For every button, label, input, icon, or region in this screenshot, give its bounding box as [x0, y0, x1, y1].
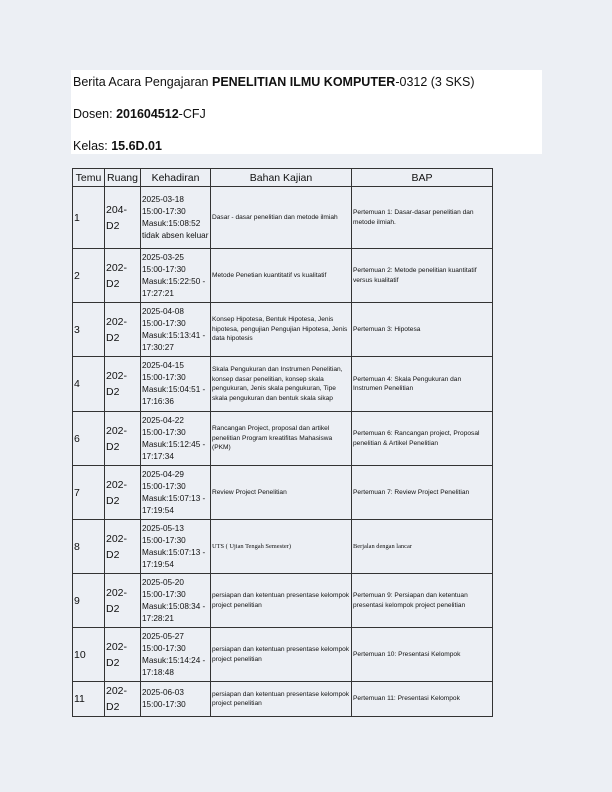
cell-temu: 10	[73, 628, 105, 682]
attendance-note: tidak absen keluar	[142, 230, 209, 240]
table-body	[73, 187, 493, 717]
attendance-date: 2025-05-27	[142, 631, 184, 641]
attendance-time: 15:00-17:30	[142, 589, 186, 599]
attendance-date: 2025-04-29	[142, 469, 184, 479]
table-row	[73, 412, 493, 466]
cell-kehadiran	[141, 574, 211, 628]
cell-bap: Pertemuan 4: Skala Pengukuran dan Instrumen Penelitian	[352, 357, 493, 412]
cell-ruang: 202-D2	[105, 303, 141, 357]
cell-bahan-kajian: Review Project Penelitian	[211, 466, 352, 520]
cell-temu: 7	[73, 466, 105, 520]
table-row	[73, 357, 493, 412]
attendance-date: 2025-04-15	[142, 361, 184, 370]
attendance-table	[72, 168, 493, 717]
attendance-time: 15:00-17:30	[142, 373, 186, 382]
cell-temu: 4	[73, 357, 105, 412]
table-row	[73, 520, 493, 574]
attendance-time: 15:00-17:30	[142, 481, 186, 491]
cell-temu: 3	[73, 303, 105, 357]
table-row	[73, 249, 493, 303]
cell-kehadiran	[141, 466, 211, 520]
cell-kehadiran	[141, 187, 211, 249]
cell-bap: Pertemuan 10: Presentasi Kelompok	[352, 628, 493, 682]
table-row	[73, 187, 493, 249]
lecturer-label: Dosen:	[73, 107, 117, 121]
cell-ruang: 202-D2	[105, 574, 141, 628]
cell-ruang: 202-D2	[105, 520, 141, 574]
attendance-date: 2025-04-08	[142, 306, 184, 316]
table-row	[73, 628, 493, 682]
col-temu: Temu	[73, 169, 105, 187]
course-suffix: -0312 (3 SKS)	[395, 75, 475, 89]
attendance-masuk: Masuk:15:14:24 - 17:18:48	[142, 655, 206, 677]
cell-ruang: 204-D2	[105, 187, 141, 249]
attendance-time: 15:00-17:30	[142, 643, 186, 653]
cell-kehadiran	[141, 628, 211, 682]
table-row	[73, 682, 493, 717]
attendance-time: 15:00-17:30	[142, 318, 186, 328]
cell-ruang: 202-D2	[105, 682, 141, 717]
cell-kehadiran	[141, 682, 211, 717]
cell-ruang: 202-D2	[105, 628, 141, 682]
attendance-masuk: Masuk:15:04:51 - 17:16:36	[142, 385, 206, 406]
cell-kehadiran	[141, 357, 211, 412]
cell-bap: Berjalan dengan lancar	[352, 520, 493, 574]
cell-bahan-kajian: persiapan dan ketentuan presentase kelompok project penelitian	[211, 682, 352, 717]
table-row	[73, 466, 493, 520]
attendance-masuk: Masuk:15:12:45 - 17:17:34	[142, 439, 206, 461]
course-name: PENELITIAN ILMU KOMPUTER	[211, 75, 396, 89]
cell-ruang: 202-D2	[105, 249, 141, 303]
cell-bap: Pertemuan 11: Presentasi Kelompok	[352, 682, 493, 717]
lecturer-id: 201604512	[116, 107, 179, 121]
lecturer-line	[73, 106, 206, 122]
cell-bap: Pertemuan 2: Metode penelitian kuantitatif versus kualitatif	[352, 249, 493, 303]
cell-kehadiran	[141, 412, 211, 466]
page-title	[73, 74, 475, 90]
cell-ruang: 202-D2	[105, 466, 141, 520]
cell-temu: 9	[73, 574, 105, 628]
cell-kehadiran	[141, 249, 211, 303]
cell-bahan-kajian: persiapan dan ketentuan presentase kelompok project penelitian	[211, 574, 352, 628]
attendance-date: 2025-05-20	[142, 577, 184, 587]
cell-bap: Pertemuan 7: Review Project Penelitian	[352, 466, 493, 520]
cell-temu: 6	[73, 412, 105, 466]
cell-bahan-kajian: Skala Pengukuran dan Instrumen Penelitian, konsep dasar penelitian, konsep skala pengukuran, Jenis skala pengukuran, Tipe skala pengukuran dan bentuk skala sikap	[211, 357, 352, 412]
col-bahan-kajian: Bahan Kajian	[211, 169, 352, 187]
cell-temu: 11	[73, 682, 105, 717]
attendance-masuk: Masuk:15:07:13 - 17:19:54	[142, 547, 206, 569]
col-bap: BAP	[352, 169, 493, 187]
class-value: 15.6D.01	[111, 139, 162, 153]
cell-kehadiran	[141, 303, 211, 357]
attendance-date: 2025-05-13	[142, 523, 184, 533]
cell-bahan-kajian: Metode Penetian kuantitatif vs kualitatif	[211, 249, 352, 303]
attendance-date: 2025-06-03	[142, 688, 184, 697]
attendance-masuk: Masuk:15:07:13 - 17:19:54	[142, 493, 206, 515]
cell-bahan-kajian: Rancangan Project, proposal dan artikel penelitian Program kreatifitas Mahasiswa (PKM)	[211, 412, 352, 466]
lecturer-suffix: -CFJ	[178, 107, 206, 121]
attendance-masuk: Masuk:15:22:50 - 17:27:21	[142, 276, 206, 298]
attendance-time: 15:00-17:30	[142, 700, 186, 709]
col-kehadiran: Kehadiran	[141, 169, 211, 187]
cell-ruang: 202-D2	[105, 412, 141, 466]
cell-bahan-kajian: Dasar - dasar penelitian dan metode ilmiah	[211, 187, 352, 249]
attendance-date: 2025-04-22	[142, 415, 184, 425]
class-line	[73, 138, 162, 154]
attendance-time: 15:00-17:30	[142, 427, 186, 437]
cell-temu: 2	[73, 249, 105, 303]
attendance-time: 15:00-17:30	[142, 264, 186, 274]
attendance-masuk: Masuk:15:08:34 - 17:28:21	[142, 601, 206, 623]
cell-bap: Pertemuan 9: Persiapan dan ketentuan presentasi kelompok project penelitian	[352, 574, 493, 628]
title-prefix: Berita Acara Pengajaran	[73, 75, 212, 89]
attendance-time: 15:00-17:30	[142, 206, 186, 216]
table-row	[73, 303, 493, 357]
cell-bap: Pertemuan 1: Dasar-dasar penelitian dan metode ilmiah.	[352, 187, 493, 249]
cell-temu: 1	[73, 187, 105, 249]
cell-bap: Pertemuan 6: Rancangan project, Proposal penelitian & Artikel Penelitian	[352, 412, 493, 466]
attendance-masuk: Masuk:15:08:52	[142, 218, 201, 228]
cell-temu: 8	[73, 520, 105, 574]
table-row	[73, 574, 493, 628]
class-label: Kelas:	[73, 139, 112, 153]
cell-bahan-kajian: UTS ( Ujian Tengah Semester)	[211, 520, 352, 574]
cell-ruang: 202-D2	[105, 357, 141, 412]
attendance-masuk: Masuk:15:13:41 - 17:30:27	[142, 330, 206, 352]
table-header-row	[73, 169, 493, 187]
cell-bahan-kajian: Konsep Hipotesa, Bentuk Hipotesa, Jenis hipotesa, pengujian Pengujian Hipotesa, Jenis data hipotesis	[211, 303, 352, 357]
attendance-date: 2025-03-18	[142, 194, 184, 204]
attendance-date: 2025-03-25	[142, 252, 184, 262]
cell-bap: Pertemuan 3: Hipotesa	[352, 303, 493, 357]
col-ruang: Ruang	[105, 169, 141, 187]
cell-bahan-kajian: persiapan dan ketentuan presentase kelompok project penelitian	[211, 628, 352, 682]
attendance-time: 15:00-17:30	[142, 535, 186, 545]
cell-kehadiran	[141, 520, 211, 574]
